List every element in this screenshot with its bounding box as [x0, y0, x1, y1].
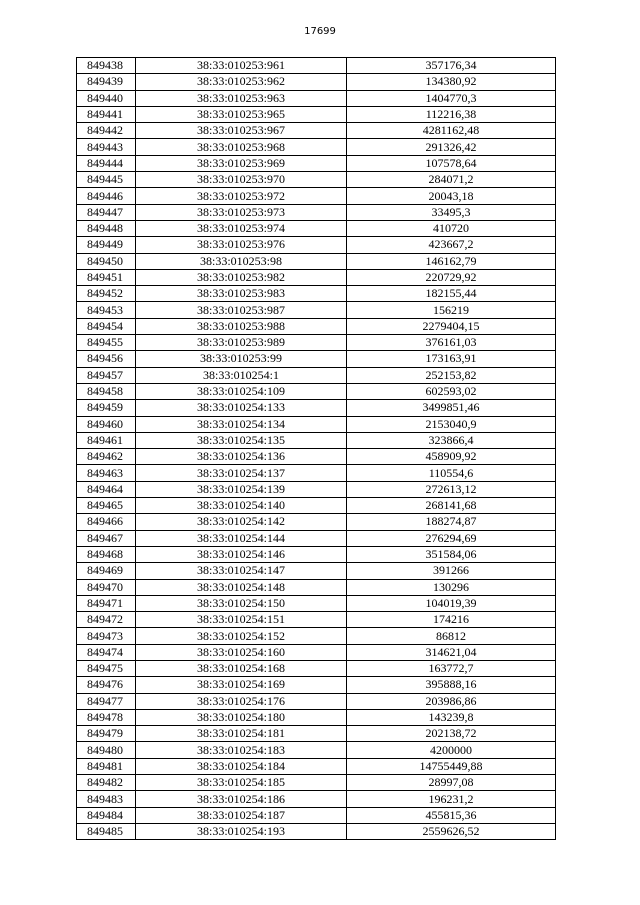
cadastral-number-cell: 38:33:010254:147 [136, 563, 347, 579]
cadastral-number-cell: 38:33:010254:186 [136, 791, 347, 807]
cadastral-number-cell: 38:33:010253:969 [136, 155, 347, 171]
cadastral-number-cell: 38:33:010254:185 [136, 775, 347, 791]
cadastral-number-cell: 38:33:010253:973 [136, 204, 347, 220]
table-row [77, 172, 556, 188]
table-row [77, 693, 556, 709]
cadastral-number-cell: 38:33:010254:184 [136, 758, 347, 774]
value-cell: 3499851,46 [347, 400, 556, 416]
value-cell: 272613,12 [347, 481, 556, 497]
table-row [77, 644, 556, 660]
cadastral-number-cell: 38:33:010253:974 [136, 220, 347, 236]
cadastral-number-cell: 38:33:010254:176 [136, 693, 347, 709]
row-number-cell: 849478 [77, 709, 136, 725]
table-row [77, 563, 556, 579]
table-row [77, 546, 556, 562]
table-row [77, 58, 556, 74]
cadastral-number-cell: 38:33:010253:963 [136, 90, 347, 106]
cadastral-number-cell: 38:33:010254:169 [136, 677, 347, 693]
cadastral-number-cell: 38:33:010253:988 [136, 318, 347, 334]
table-row [77, 530, 556, 546]
table-row [77, 758, 556, 774]
table-row [77, 791, 556, 807]
row-number-cell: 849453 [77, 302, 136, 318]
table-row [77, 188, 556, 204]
cadastral-number-cell: 38:33:010254:140 [136, 498, 347, 514]
row-number-cell: 849448 [77, 220, 136, 236]
cadastral-number-cell: 38:33:010254:139 [136, 481, 347, 497]
cadastral-number-cell: 38:33:010254:148 [136, 579, 347, 595]
row-number-cell: 849468 [77, 546, 136, 562]
cadastral-number-cell: 38:33:010254:134 [136, 416, 347, 432]
value-cell: 146162,79 [347, 253, 556, 269]
value-cell: 174216 [347, 612, 556, 628]
cadastral-number-cell: 38:33:010253:99 [136, 351, 347, 367]
table-body [77, 58, 556, 840]
value-cell: 351584,06 [347, 546, 556, 562]
row-number-cell: 849465 [77, 498, 136, 514]
row-number-cell: 849447 [77, 204, 136, 220]
value-cell: 104019,39 [347, 595, 556, 611]
value-cell: 323866,4 [347, 432, 556, 448]
cadastral-number-cell: 38:33:010254:135 [136, 432, 347, 448]
value-cell: 134380,92 [347, 74, 556, 90]
table-row [77, 449, 556, 465]
cadastral-number-cell: 38:33:010254:144 [136, 530, 347, 546]
row-number-cell: 849451 [77, 269, 136, 285]
cadastral-number-cell: 38:33:010253:967 [136, 123, 347, 139]
table-row [77, 579, 556, 595]
table-row [77, 807, 556, 823]
value-cell: 291326,42 [347, 139, 556, 155]
row-number-cell: 849470 [77, 579, 136, 595]
cadastral-number-cell: 38:33:010253:962 [136, 74, 347, 90]
cadastral-number-cell: 38:33:010254:160 [136, 644, 347, 660]
value-cell: 33495,3 [347, 204, 556, 220]
table-row [77, 155, 556, 171]
cadastral-number-cell: 38:33:010254:152 [136, 628, 347, 644]
value-cell: 455815,36 [347, 807, 556, 823]
row-number-cell: 849482 [77, 775, 136, 791]
table-row [77, 106, 556, 122]
cadastral-number-cell: 38:33:010253:982 [136, 269, 347, 285]
cadastral-number-cell: 38:33:010253:98 [136, 253, 347, 269]
table-row [77, 628, 556, 644]
row-number-cell: 849472 [77, 612, 136, 628]
value-cell: 110554,6 [347, 465, 556, 481]
table-row [77, 367, 556, 383]
table-row [77, 775, 556, 791]
cadastral-number-cell: 38:33:010254:193 [136, 823, 347, 839]
table-row [77, 335, 556, 351]
value-cell: 423667,2 [347, 237, 556, 253]
row-number-cell: 849439 [77, 74, 136, 90]
cadastral-number-cell: 38:33:010254:187 [136, 807, 347, 823]
value-cell: 196231,2 [347, 791, 556, 807]
table-row [77, 302, 556, 318]
value-cell: 2559626,52 [347, 823, 556, 839]
value-cell: 86812 [347, 628, 556, 644]
row-number-cell: 849485 [77, 823, 136, 839]
row-number-cell: 849440 [77, 90, 136, 106]
cadastral-number-cell: 38:33:010254:180 [136, 709, 347, 725]
table-row [77, 139, 556, 155]
row-number-cell: 849443 [77, 139, 136, 155]
cadastral-number-cell: 38:33:010254:183 [136, 742, 347, 758]
table-row [77, 74, 556, 90]
value-cell: 203986,86 [347, 693, 556, 709]
cadastral-number-cell: 38:33:010253:972 [136, 188, 347, 204]
row-number-cell: 849467 [77, 530, 136, 546]
row-number-cell: 849445 [77, 172, 136, 188]
table-row [77, 742, 556, 758]
table-row [77, 726, 556, 742]
value-cell: 188274,87 [347, 514, 556, 530]
row-number-cell: 849438 [77, 58, 136, 74]
row-number-cell: 849480 [77, 742, 136, 758]
row-number-cell: 849460 [77, 416, 136, 432]
table-row [77, 90, 556, 106]
value-cell: 202138,72 [347, 726, 556, 742]
value-cell: 14755449,88 [347, 758, 556, 774]
value-cell: 112216,38 [347, 106, 556, 122]
value-cell: 276294,69 [347, 530, 556, 546]
table-row [77, 709, 556, 725]
value-cell: 4281162,48 [347, 123, 556, 139]
value-cell: 268141,68 [347, 498, 556, 514]
value-cell: 173163,91 [347, 351, 556, 367]
cadastral-number-cell: 38:33:010253:970 [136, 172, 347, 188]
value-cell: 314621,04 [347, 644, 556, 660]
table-row [77, 498, 556, 514]
cadastral-number-cell: 38:33:010254:146 [136, 546, 347, 562]
row-number-cell: 849456 [77, 351, 136, 367]
page-number: 17699 [304, 26, 336, 37]
row-number-cell: 849469 [77, 563, 136, 579]
row-number-cell: 849444 [77, 155, 136, 171]
cadastral-number-cell: 38:33:010254:168 [136, 660, 347, 676]
table-row [77, 465, 556, 481]
row-number-cell: 849466 [77, 514, 136, 530]
value-cell: 602593,02 [347, 383, 556, 399]
value-cell: 182155,44 [347, 286, 556, 302]
row-number-cell: 849442 [77, 123, 136, 139]
table-row [77, 481, 556, 497]
value-cell: 4200000 [347, 742, 556, 758]
row-number-cell: 849475 [77, 660, 136, 676]
row-number-cell: 849459 [77, 400, 136, 416]
value-cell: 376161,03 [347, 335, 556, 351]
cadastral-number-cell: 38:33:010253:961 [136, 58, 347, 74]
value-cell: 143239,8 [347, 709, 556, 725]
cadastral-number-cell: 38:33:010253:983 [136, 286, 347, 302]
table-row [77, 416, 556, 432]
table-row [77, 677, 556, 693]
cadastral-number-cell: 38:33:010254:181 [136, 726, 347, 742]
value-cell: 107578,64 [347, 155, 556, 171]
row-number-cell: 849481 [77, 758, 136, 774]
value-cell: 220729,92 [347, 269, 556, 285]
row-number-cell: 849484 [77, 807, 136, 823]
row-number-cell: 849461 [77, 432, 136, 448]
value-cell: 1404770,3 [347, 90, 556, 106]
row-number-cell: 849474 [77, 644, 136, 660]
value-cell: 156219 [347, 302, 556, 318]
cadastral-number-cell: 38:33:010253:987 [136, 302, 347, 318]
value-cell: 163772,7 [347, 660, 556, 676]
cadastral-number-cell: 38:33:010254:151 [136, 612, 347, 628]
value-cell: 130296 [347, 579, 556, 595]
table-row [77, 123, 556, 139]
cadastral-number-cell: 38:33:010254:136 [136, 449, 347, 465]
cadastral-number-cell: 38:33:010253:965 [136, 106, 347, 122]
cadastral-number-cell: 38:33:010253:989 [136, 335, 347, 351]
row-number-cell: 849477 [77, 693, 136, 709]
data-table [76, 57, 556, 840]
table-row [77, 612, 556, 628]
cadastral-number-cell: 38:33:010254:1 [136, 367, 347, 383]
value-cell: 391266 [347, 563, 556, 579]
row-number-cell: 849463 [77, 465, 136, 481]
table-row [77, 823, 556, 839]
row-number-cell: 849446 [77, 188, 136, 204]
row-number-cell: 849458 [77, 383, 136, 399]
value-cell: 20043,18 [347, 188, 556, 204]
table-row [77, 660, 556, 676]
table-row [77, 286, 556, 302]
table-row [77, 432, 556, 448]
row-number-cell: 849449 [77, 237, 136, 253]
table-row [77, 220, 556, 236]
row-number-cell: 849457 [77, 367, 136, 383]
table-row [77, 318, 556, 334]
table-row [77, 351, 556, 367]
row-number-cell: 849473 [77, 628, 136, 644]
cadastral-number-cell: 38:33:010254:133 [136, 400, 347, 416]
value-cell: 357176,34 [347, 58, 556, 74]
table-row [77, 237, 556, 253]
row-number-cell: 849455 [77, 335, 136, 351]
cadastral-number-cell: 38:33:010254:137 [136, 465, 347, 481]
value-cell: 2279404,15 [347, 318, 556, 334]
table-row [77, 400, 556, 416]
value-cell: 395888,16 [347, 677, 556, 693]
row-number-cell: 849441 [77, 106, 136, 122]
table-row [77, 595, 556, 611]
table-row [77, 269, 556, 285]
cadastral-number-cell: 38:33:010254:142 [136, 514, 347, 530]
row-number-cell: 849454 [77, 318, 136, 334]
row-number-cell: 849476 [77, 677, 136, 693]
table-row [77, 514, 556, 530]
value-cell: 458909,92 [347, 449, 556, 465]
cadastral-number-cell: 38:33:010254:150 [136, 595, 347, 611]
table-row [77, 383, 556, 399]
row-number-cell: 849452 [77, 286, 136, 302]
value-cell: 410720 [347, 220, 556, 236]
value-cell: 252153,82 [347, 367, 556, 383]
row-number-cell: 849471 [77, 595, 136, 611]
row-number-cell: 849462 [77, 449, 136, 465]
row-number-cell: 849479 [77, 726, 136, 742]
value-cell: 28997,08 [347, 775, 556, 791]
table-row [77, 253, 556, 269]
cadastral-number-cell: 38:33:010254:109 [136, 383, 347, 399]
row-number-cell: 849464 [77, 481, 136, 497]
row-number-cell: 849483 [77, 791, 136, 807]
value-cell: 284071,2 [347, 172, 556, 188]
row-number-cell: 849450 [77, 253, 136, 269]
value-cell: 2153040,9 [347, 416, 556, 432]
cadastral-number-cell: 38:33:010253:968 [136, 139, 347, 155]
table-row [77, 204, 556, 220]
cadastral-number-cell: 38:33:010253:976 [136, 237, 347, 253]
